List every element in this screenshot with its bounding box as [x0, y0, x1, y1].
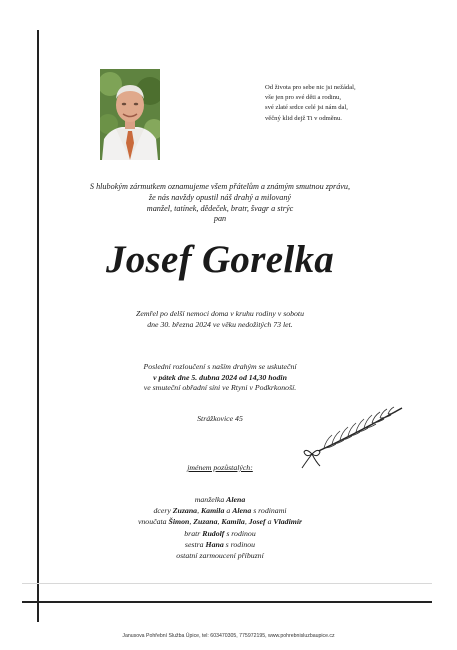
- mourner-name: Šimon: [168, 517, 190, 527]
- mourner-name: Kamila: [221, 517, 245, 527]
- suffix: s rodinami: [253, 506, 287, 516]
- funeral-details: [40, 362, 400, 394]
- mourners-heading: jménem pozůstalých:: [187, 463, 253, 472]
- palm-frond-with-ribbon-icon: [298, 402, 408, 470]
- mourners-list: [40, 494, 400, 561]
- intro-line: že nás navždy opustil náš drahý a milovaný: [148, 192, 292, 202]
- death-notice-line: dne 30. března 2024 ve věku nedožitých 73 let.: [147, 319, 293, 329]
- mourner-name: Josef: [248, 517, 266, 527]
- deceased-name: Josef Gorelka: [105, 238, 335, 281]
- portrait-image: [100, 69, 160, 160]
- mourner-sister: [40, 539, 400, 550]
- mourner-daughters: dcery Zuzana, Kamila a Alena s rodinami: [153, 506, 287, 516]
- mourner-brother: [40, 528, 400, 539]
- role-label: manželka: [194, 495, 225, 504]
- conjunction: a: [226, 506, 231, 516]
- memorial-poem: [265, 83, 435, 124]
- mourner-name: Zuzana: [193, 517, 218, 527]
- mourner-name: Alena: [232, 506, 252, 516]
- family-address: Strážkovice 45: [197, 414, 243, 423]
- conjunction: a: [267, 517, 272, 527]
- horizontal-border-line: [22, 601, 432, 603]
- funeral-line: Poslední rozloučení s naším drahým se uskuteční: [143, 362, 297, 371]
- suffix: s rodinou: [226, 528, 256, 538]
- poem-line: vše jen pro své děti a rodinu,: [265, 94, 341, 102]
- death-notice-line: Zemřel po delší nemoci doma v kruhu rodiny v sobotu: [136, 309, 304, 318]
- deceased-portrait-photo: [100, 69, 160, 160]
- intro-line: manžel, tatínek, dědeček, bratr, švagr a strýc: [146, 203, 294, 213]
- poem-line: Od života pro sebe nic jsi nežádal,: [265, 84, 356, 91]
- mourner-name: Rudolf: [202, 528, 225, 538]
- mourner-name: Kamila: [200, 506, 225, 516]
- mourner-name: Zuzana: [172, 506, 198, 516]
- announcement-intro: [40, 182, 400, 225]
- mourner-wife: [40, 494, 400, 505]
- vertical-border-line: [37, 30, 39, 622]
- role-label: sestra: [184, 539, 204, 549]
- poem-line: své zlaté srdce celé jsi nám dal,: [265, 104, 348, 112]
- death-notice: [40, 309, 400, 330]
- poem-line: věčný klid dejž Ti v odměnu.: [265, 114, 342, 122]
- role-label: dcery: [153, 506, 171, 516]
- mourner-name: Hana: [205, 539, 224, 549]
- mourner-grandchildren: vnoučata Šimon, Zuzana, Kamila, Josef a Vladimír: [137, 517, 303, 527]
- mourner-others: ostatní zarmoucení příbuzní: [176, 551, 264, 561]
- mourner-name: Alena: [226, 495, 246, 504]
- funeral-location: ve smuteční obřadní síni ve Rtyni v Podkrkonoší.: [143, 383, 297, 392]
- intro-line: pan: [213, 214, 227, 224]
- suffix: s rodinou: [225, 539, 256, 549]
- horizontal-divider-light: [22, 583, 432, 584]
- role-label: bratr: [184, 528, 201, 538]
- intro-line: S hlubokým zármutkem oznamujeme všem přátelům a známým smutnou zprávu,: [89, 182, 351, 191]
- funeral-date-time: v pátek dne 5. dubna 2024 od 14,30 hodin: [153, 372, 287, 382]
- role-label: vnoučata: [137, 517, 167, 527]
- funeral-service-footer: Janusova Pohřební Služba Úpice, tel: 603470305, 775972195, www.pohrebnisluzbaupice.cz: [122, 633, 335, 639]
- mourner-name: Vladimír: [273, 517, 303, 527]
